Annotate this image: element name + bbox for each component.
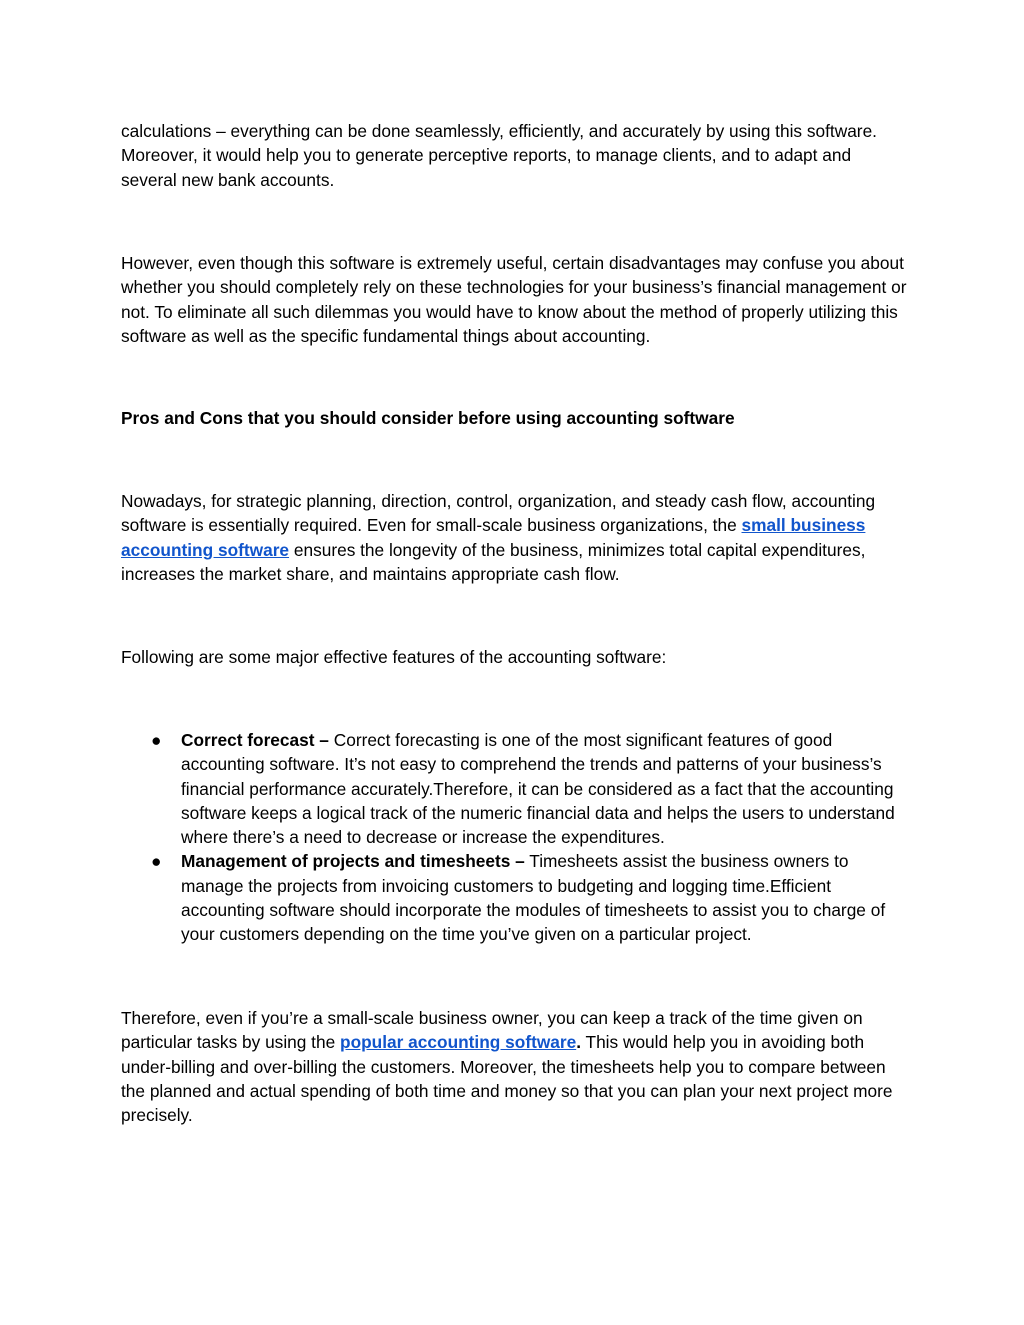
feature-title: Correct forecast – <box>181 730 329 750</box>
paragraph-nowadays <box>121 489 911 586</box>
bullet-icon: ● <box>151 851 162 872</box>
feature-title: Management of projects and timesheets – <box>181 851 525 872</box>
feature-item-timesheets <box>121 849 911 946</box>
paragraph-disadvantages: However, even though this software is extremely useful, certain disadvantages may confuse you about whether you should completely rely on these technologies for your business’s financial management or not. To eliminate all such dilemmas you would have to know about the method of properly utilizing this software as well as the specific fundamental things about accounting. <box>121 253 907 346</box>
paragraph-nowadays-text-2: ensures the longevity of the business, minimizes total capital expenditures, increases the market share, and maintains appropriate cash flow. <box>121 539 866 584</box>
paragraph-therefore-text-1: Therefore, even if you’re a small-scale business owner, you can keep a track of the time given on particular tasks by using the <box>121 1008 863 1053</box>
paragraph-nowadays-text-1: Nowadays, for strategic planning, direction, control, organization, and steady cash flow, accounting software is essentially required. Even for small-scale business organizations, the <box>121 491 876 536</box>
section-heading: Pros and Cons that you should consider before using accounting software <box>121 408 735 428</box>
paragraph-calculations: calculations – everything can be done seamlessly, efficiently, and accurately by using this software. Moreover, it would help you to generate perceptive reports, to manage clients, and to adapt and several new bank accounts. <box>121 121 877 190</box>
popular-accounting-software-link[interactable]: popular accounting software <box>340 1032 577 1053</box>
link-period: . <box>576 1032 582 1053</box>
feature-text: Timesheets assist the business owners to manage the projects from invoicing customers to budgeting and logging time.Efficient accounting software should incorporate the modules of timesheets to assist you to charge of your customers depending on the time you’ve given on a particular project. <box>181 851 886 945</box>
paragraph-features-intro: Following are some major effective features of the accounting software: <box>121 647 667 667</box>
paragraph-therefore <box>121 1006 911 1127</box>
bullet-icon: ● <box>151 730 162 750</box>
feature-item-correct-forecast <box>121 728 911 849</box>
paragraph-therefore-text-2: This would help you in avoiding both under-billing and over-billing the customers. Moreover, the timesheets help you to compare between the planned and actual spending of both time and money so that you can plan your next project more precisely. <box>121 1032 893 1126</box>
feature-text: Correct forecasting is one of the most significant features of good accounting software. It’s not easy to comprehend the trends and patterns of your business’s financial performance accurately.Therefore, it can be considered as a fact that the accounting software keeps a logical track of the numeric financial data and helps the users to understand where there’s a need to decrease or increase the expenditures. <box>181 730 895 848</box>
small-business-accounting-software-link[interactable]: small business accounting software <box>121 515 866 560</box>
features-list <box>121 728 911 947</box>
